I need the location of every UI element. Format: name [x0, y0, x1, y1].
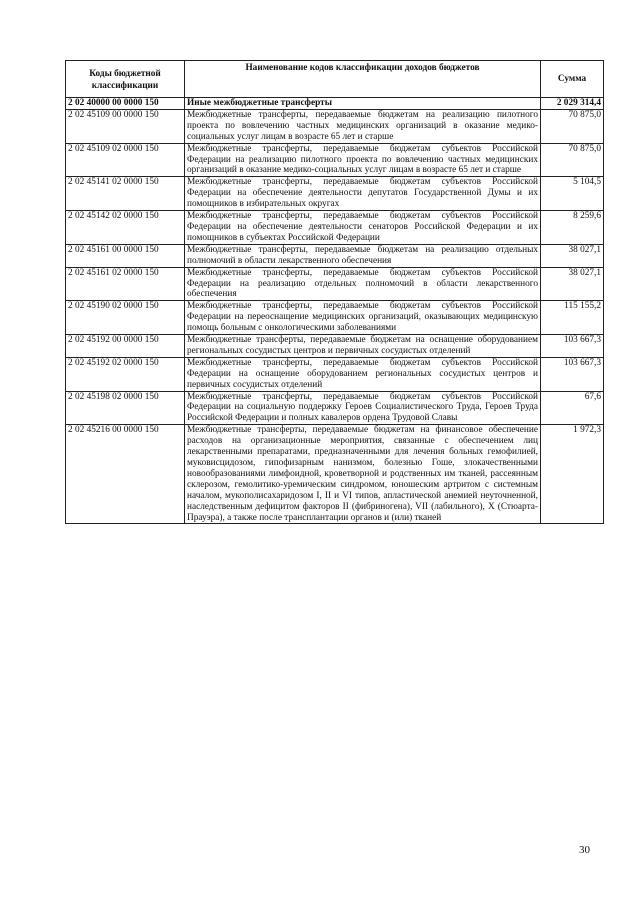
row-sum: 115 155,2: [541, 301, 604, 335]
row-code: 2 02 45192 02 0000 150: [66, 357, 185, 391]
table-row: [66, 177, 604, 211]
table-header-row: [66, 61, 604, 98]
row-sum: 1 972,3: [541, 425, 604, 524]
table-row: [66, 335, 604, 358]
row-code: 2 02 45109 02 0000 150: [66, 143, 185, 177]
row-code: 2 02 45190 02 0000 150: [66, 301, 185, 335]
row-name: Межбюджетные трансферты, передаваемые бюджетам субъектов Российской Федерации на реализацию отдельных полномочий в области лекарственного обеспечения: [185, 267, 541, 301]
row-code: 2 02 45192 00 0000 150: [66, 335, 185, 358]
row-sum: 2 029 314,4: [541, 98, 604, 110]
table-row: [66, 301, 604, 335]
row-code: 2 02 45216 00 0000 150: [66, 425, 185, 524]
header-codes: Коды бюджетной классификации: [66, 61, 185, 98]
header-name: Наименование кодов классификации доходов бюджетов: [185, 61, 541, 98]
row-name: Межбюджетные трансферты, передаваемые бюджетам субъектов Российской Федерации на реализацию пилотного проекта по вовлечению частных медицинских организаций в оказание медико-социальных услуг лицам в возрасте 65 лет и старше: [185, 143, 541, 177]
row-sum: 70 875,0: [541, 109, 604, 143]
row-sum: 103 667,3: [541, 357, 604, 391]
row-sum: 103 667,3: [541, 335, 604, 358]
page-number: 30: [579, 844, 590, 856]
table-row: [66, 143, 604, 177]
table-row: [66, 357, 604, 391]
row-name: Межбюджетные трансферты, передаваемые бюджетам на реализацию отдельных полномочий в области лекарственного обеспечения: [185, 244, 541, 267]
table-row: [66, 267, 604, 301]
header-sum: Сумма: [541, 61, 604, 98]
row-name: Межбюджетные трансферты, передаваемые бюджетам субъектов Российской Федерации на обеспечение деятельности депутатов Государственной Думы и их помощников в избирательных округах: [185, 177, 541, 211]
row-name: Межбюджетные трансферты, передаваемые бюджетам на финансовое обеспечение расходов на организационные мероприятия, связанные с обеспечением лиц лекарственными препаратами, предназначенными для лечения больных гемофилией, муковисцидозом, гипофизарным нанизмом, болезнью Гоше, злокачественными новообразованиями лимфоидной, кроветворной и родственных им тканей, рассеянным склерозом, гемолитико-уремическим синдромом, юношеским артритом с системным началом, мукополисахаридозом I, II и VI типов, апластической анемией неуточненной, наследственным дефицитом факторов II (фибриногена), VII (лабильного), X (Стюарта-Прауэра), а также после трансплантации органов и (или) тканей: [185, 425, 541, 524]
row-code: 2 02 45141 02 0000 150: [66, 177, 185, 211]
table-row: [66, 211, 604, 245]
table-row: [66, 244, 604, 267]
row-sum: 67,6: [541, 391, 604, 425]
row-name: Межбюджетные трансферты, передаваемые бюджетам субъектов Российской Федерации на переоснащение медицинских организаций, оказывающих медицинскую помощь больным с онкологическими заболеваниями: [185, 301, 541, 335]
row-code: 2 02 45198 02 0000 150: [66, 391, 185, 425]
row-code: 2 02 45161 02 0000 150: [66, 267, 185, 301]
row-sum: 38 027,1: [541, 267, 604, 301]
row-code: 2 02 45142 02 0000 150: [66, 211, 185, 245]
row-name: Межбюджетные трансферты, передаваемые бюджетам субъектов Российской Федерации на социальную поддержку Героев Социалистического Труда, Героев Труда Российской Федерации и полных кавалеров ордена Трудовой Славы: [185, 391, 541, 425]
table-row-total: [66, 98, 604, 110]
row-code: 2 02 40000 00 0000 150: [66, 98, 185, 110]
table-row: [66, 425, 604, 524]
budget-revenue-table: [65, 60, 604, 524]
row-code: 2 02 45161 00 0000 150: [66, 244, 185, 267]
row-name: Межбюджетные трансферты, передаваемые бюджетам на реализацию пилотного проекта по вовлечению частных медицинских организаций в оказание медико-социальных услуг лицам в возрасте 65 лет и старше: [185, 109, 541, 143]
row-code: 2 02 45109 00 0000 150: [66, 109, 185, 143]
row-name: Межбюджетные трансферты, передаваемые бюджетам субъектов Российской Федерации на обеспечение деятельности сенаторов Российской Федерации и их помощников в субъектах Российской Федерации: [185, 211, 541, 245]
table-row: [66, 391, 604, 425]
table-row: [66, 109, 604, 143]
row-sum: 70 875,0: [541, 143, 604, 177]
row-sum: 8 259,6: [541, 211, 604, 245]
row-name: Межбюджетные трансферты, передаваемые бюджетам субъектов Российской Федерации на оснащение оборудованием региональных сосудистых центров и первичных сосудистых отделений: [185, 357, 541, 391]
row-name: Иные межбюджетные трансферты: [185, 98, 541, 110]
row-name: Межбюджетные трансферты, передаваемые бюджетам на оснащение оборудованием региональных сосудистых центров и первичных сосудистых отделений: [185, 335, 541, 358]
row-sum: 5 104,5: [541, 177, 604, 211]
row-sum: 38 027,1: [541, 244, 604, 267]
